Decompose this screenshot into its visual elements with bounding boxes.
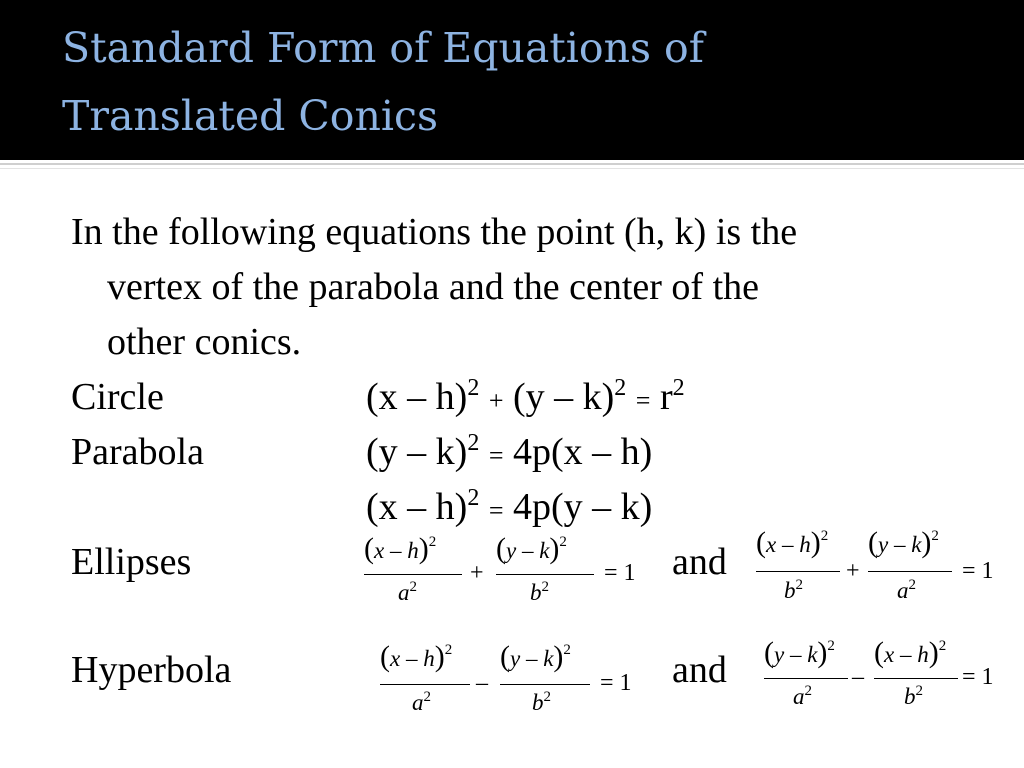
- circle-equation: $(x - h)^2 + (y - k)^2 = r^2$: [366, 375, 685, 418]
- circle-label: Circle: [71, 376, 164, 418]
- ellipses-label: Ellipses: [71, 541, 192, 583]
- intro-line-1: In the following equations the point (h, k) is the: [71, 211, 798, 253]
- hyperbola-and: and: [672, 649, 727, 691]
- hyperbola-label: Hyperbola: [71, 649, 232, 691]
- parabola-label: Parabola: [71, 431, 204, 473]
- parabola-equation-1: (y – k)$^2$ = 4p(x – h): [366, 430, 653, 473]
- ellipse-and: and: [672, 541, 727, 583]
- parabola-equation-2: (x – h)$^2$ = 4p(y – k): [366, 485, 653, 528]
- intro-line-3: other conics.: [107, 321, 302, 363]
- intro-line-2: vertex of the parabola and the center of the: [107, 266, 760, 308]
- divider-thin: [0, 168, 1024, 169]
- slide-title-line-2: Translated Conics: [62, 92, 438, 140]
- slide-title-line-1: Standard Form of Equations of: [62, 24, 704, 72]
- divider: [0, 163, 1024, 165]
